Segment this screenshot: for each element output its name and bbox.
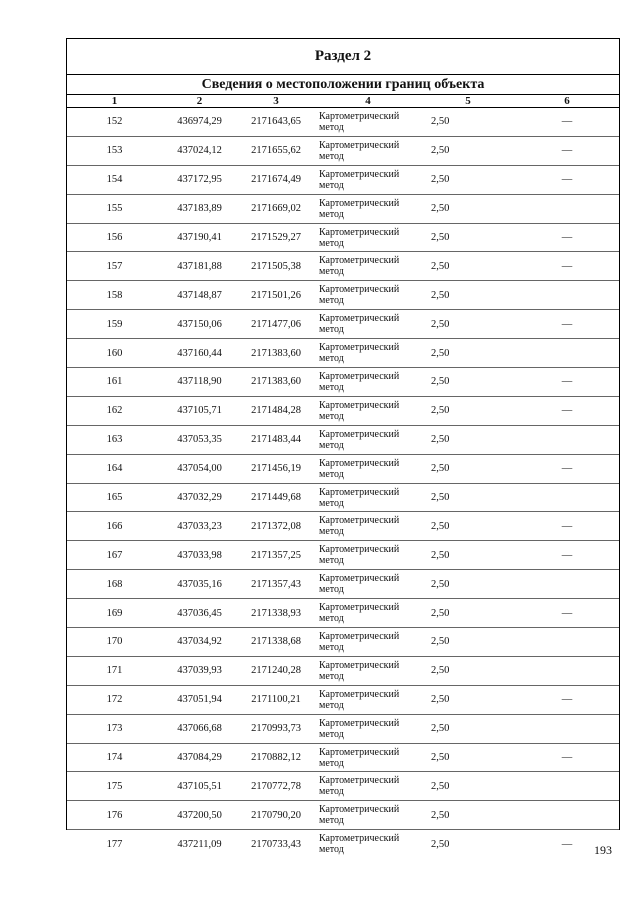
coordinate-x-cell: 437148,87 xyxy=(162,281,237,310)
description-cell: — xyxy=(515,165,619,194)
coordinate-y-cell: 2171669,02 xyxy=(237,194,315,223)
description-cell: — xyxy=(515,830,619,858)
point-number-cell: 161 xyxy=(67,368,162,397)
table-row xyxy=(67,570,619,599)
accuracy-cell: 2,50 xyxy=(431,116,450,128)
description-cell xyxy=(515,425,619,454)
section-title: Раздел 2 xyxy=(314,48,372,64)
coordinate-x-cell: 437051,94 xyxy=(162,685,237,714)
coordinate-y-cell: 2170790,20 xyxy=(237,801,315,830)
coordinate-x-cell: 437118,90 xyxy=(162,368,237,397)
coordinate-x-cell: 437054,00 xyxy=(162,454,237,483)
coordinate-x-cell: 437150,06 xyxy=(162,310,237,339)
point-number-cell: 166 xyxy=(67,512,162,541)
table-row xyxy=(67,743,619,772)
coordinate-y-cell: 2171383,60 xyxy=(237,368,315,397)
boundary-points-table xyxy=(67,95,619,858)
coordinate-x-cell: 437172,95 xyxy=(162,165,237,194)
coordinate-y-cell: 2171338,68 xyxy=(237,628,315,657)
accuracy-cell: 2,50 xyxy=(421,743,515,772)
point-number-cell: 156 xyxy=(67,223,162,252)
point-number-cell: 155 xyxy=(67,194,162,223)
accuracy-cell: 2,50 xyxy=(421,252,515,281)
table-row xyxy=(67,801,619,830)
method-cell: Картометрический метод xyxy=(315,599,421,628)
coordinate-y-cell: 2171240,28 xyxy=(237,656,315,685)
coordinate-y-cell: 2171477,06 xyxy=(237,310,315,339)
description-cell: — xyxy=(515,223,619,252)
column-header-2: 2 xyxy=(162,95,237,108)
method-cell: Картометрический метод xyxy=(315,281,421,310)
accuracy-cell: 2,50 xyxy=(421,223,515,252)
coordinate-y-cell: 2171483,44 xyxy=(237,425,315,454)
coordinate-x-cell: 437183,89 xyxy=(162,194,237,223)
accuracy-cell: 2,50 xyxy=(421,570,515,599)
coordinate-x-cell: 437200,50 xyxy=(162,801,237,830)
coordinate-y-cell: 2171456,19 xyxy=(237,454,315,483)
point-number-cell: 167 xyxy=(67,541,162,570)
coordinate-y-cell: 2171501,26 xyxy=(237,281,315,310)
point-number-cell: 170 xyxy=(67,628,162,657)
coordinate-x-cell: 437160,44 xyxy=(162,339,237,368)
method-cell: Картометрический метод xyxy=(315,252,421,281)
accuracy-cell: 2,50 xyxy=(421,339,515,368)
coordinate-y-cell: 2170733,43 xyxy=(237,830,315,858)
point-number-cell: 172 xyxy=(67,685,162,714)
point-number-cell: 160 xyxy=(67,339,162,368)
description-cell xyxy=(515,570,619,599)
method-cell: Картометрический метод xyxy=(315,685,421,714)
coordinate-x-cell: 437033,23 xyxy=(162,512,237,541)
description-cell: — xyxy=(515,512,619,541)
description-cell xyxy=(515,656,619,685)
coordinate-y-cell: 2171357,43 xyxy=(237,570,315,599)
coordinate-x-cell: 437035,16 xyxy=(162,570,237,599)
accuracy-cell: 2,50 xyxy=(421,599,515,628)
description-cell: — xyxy=(515,396,619,425)
coordinate-x-cell: 437105,51 xyxy=(162,772,237,801)
method-cell: Картометрический метод xyxy=(315,339,421,368)
point-number-cell: 163 xyxy=(67,425,162,454)
point-number-cell: 164 xyxy=(67,454,162,483)
coordinate-x-cell: 437105,71 xyxy=(162,396,237,425)
table-row xyxy=(67,685,619,714)
description-cell xyxy=(515,628,619,657)
method-cell: Картометрический метод xyxy=(315,512,421,541)
point-number-cell: 169 xyxy=(67,599,162,628)
coordinate-y-cell: 2171505,38 xyxy=(237,252,315,281)
accuracy-cell: 2,50 xyxy=(421,165,515,194)
accuracy-cell: 2,50 xyxy=(421,454,515,483)
description-cell xyxy=(515,194,619,223)
table-body xyxy=(67,108,619,859)
table-row xyxy=(67,512,619,541)
coordinate-x-cell: 437066,68 xyxy=(162,714,237,743)
accuracy-cell: 2,50 xyxy=(421,483,515,512)
description-cell: — xyxy=(515,541,619,570)
table-row xyxy=(67,628,619,657)
accuracy-cell: 2,50 xyxy=(421,136,515,165)
column-header-4: 4 xyxy=(315,95,421,108)
accuracy-cell: 2,50 xyxy=(421,801,515,830)
accuracy-cell: 2,50 xyxy=(421,772,515,801)
coordinate-y-cell: 2171372,08 xyxy=(237,512,315,541)
coordinate-y-cell: 2171338,93 xyxy=(237,599,315,628)
accuracy-cell: 2,50 xyxy=(421,396,515,425)
coordinate-y-cell: 2171484,28 xyxy=(237,396,315,425)
point-number-cell: 153 xyxy=(67,136,162,165)
description-cell: — xyxy=(515,454,619,483)
table-row xyxy=(67,772,619,801)
description-cell: — xyxy=(515,685,619,714)
point-number-cell: 174 xyxy=(67,743,162,772)
description-cell: — xyxy=(515,136,619,165)
coordinate-x-cell: 437034,92 xyxy=(162,628,237,657)
description-cell: — xyxy=(561,116,573,128)
method-cell: Картометрический метод xyxy=(315,541,421,570)
coordinate-y-cell: 2171674,49 xyxy=(237,165,315,194)
method-cell: Картометрический метод xyxy=(315,223,421,252)
table-row xyxy=(67,223,619,252)
point-number-cell: 159 xyxy=(67,310,162,339)
accuracy-cell: 2,50 xyxy=(421,656,515,685)
method-cell: Картометрический метод xyxy=(315,136,421,165)
coordinate-y-cell: 2171383,60 xyxy=(237,339,315,368)
description-cell xyxy=(515,339,619,368)
table-row xyxy=(67,310,619,339)
method-cell: Картометрический метод xyxy=(315,628,421,657)
coordinate-y-cell: 2171529,27 xyxy=(237,223,315,252)
point-number-cell: 171 xyxy=(67,656,162,685)
method-cell: Картометрический метод xyxy=(315,310,421,339)
table-row xyxy=(67,252,619,281)
table-row xyxy=(67,194,619,223)
coordinate-y-cell: 2171449,68 xyxy=(237,483,315,512)
method-cell: Картометрический метод xyxy=(315,714,421,743)
description-cell: — xyxy=(515,368,619,397)
method-cell: Картометрический метод xyxy=(315,454,421,483)
table-row xyxy=(67,136,619,165)
coordinate-y-cell: 2170993,73 xyxy=(237,714,315,743)
table-row xyxy=(67,368,619,397)
accuracy-cell: 2,50 xyxy=(421,368,515,397)
table-row xyxy=(67,656,619,685)
coordinate-y-cell: 2171655,62 xyxy=(237,136,315,165)
table-row xyxy=(67,425,619,454)
page-number: 193 xyxy=(594,843,612,857)
description-cell: — xyxy=(515,743,619,772)
method-cell: Картометрический метод xyxy=(315,743,421,772)
coordinate-y-cell: 2171643,65 xyxy=(251,116,301,128)
coordinate-x-cell: 437024,12 xyxy=(162,136,237,165)
coordinate-x-cell: 437190,41 xyxy=(162,223,237,252)
coordinate-x-cell: 437084,29 xyxy=(162,743,237,772)
column-header-1: 1 xyxy=(67,95,162,108)
coordinate-y-cell: 2170882,12 xyxy=(237,743,315,772)
description-cell xyxy=(515,772,619,801)
method-cell: Картометрический метод xyxy=(315,801,421,830)
coordinate-x-cell: 437039,93 xyxy=(162,656,237,685)
description-cell: — xyxy=(515,252,619,281)
point-number-cell: 162 xyxy=(67,396,162,425)
accuracy-cell: 2,50 xyxy=(421,425,515,454)
method-cell: Картометрический метод xyxy=(315,396,421,425)
description-cell: — xyxy=(515,599,619,628)
point-number-cell: 158 xyxy=(67,281,162,310)
accuracy-cell: 2,50 xyxy=(421,310,515,339)
point-number-cell: 165 xyxy=(67,483,162,512)
method-cell: Картометрический метод xyxy=(315,772,421,801)
table-row xyxy=(67,108,619,137)
point-number-cell: 173 xyxy=(67,714,162,743)
column-header-5: 5 xyxy=(421,95,515,108)
accuracy-cell: 2,50 xyxy=(421,628,515,657)
coordinate-x-cell: 437033,98 xyxy=(162,541,237,570)
description-cell: — xyxy=(515,310,619,339)
table-row xyxy=(67,396,619,425)
point-number-cell: 154 xyxy=(67,165,162,194)
method-cell: Картометрический метод xyxy=(315,570,421,599)
point-number-cell: 177 xyxy=(67,830,162,858)
accuracy-cell: 2,50 xyxy=(421,714,515,743)
table-row xyxy=(67,454,619,483)
table-row xyxy=(67,599,619,628)
description-cell xyxy=(515,483,619,512)
point-number-cell: 168 xyxy=(67,570,162,599)
accuracy-cell: 2,50 xyxy=(421,281,515,310)
table-row xyxy=(67,830,619,858)
coordinate-x-cell: 437032,29 xyxy=(162,483,237,512)
method-cell: Картометрический метод xyxy=(315,194,421,223)
point-number-cell: 152 xyxy=(106,116,123,128)
table-row xyxy=(67,483,619,512)
method-cell: Картометрический метод xyxy=(315,165,421,194)
method-cell: Картометрический метод xyxy=(319,110,400,133)
coordinate-y-cell: 2170772,78 xyxy=(237,772,315,801)
column-header-6: 6 xyxy=(515,95,619,108)
column-header-3: 3 xyxy=(237,95,315,108)
table-header-row xyxy=(67,95,619,108)
method-cell: Картометрический метод xyxy=(315,368,421,397)
method-cell: Картометрический метод xyxy=(315,656,421,685)
table-row xyxy=(67,541,619,570)
table-row xyxy=(67,281,619,310)
table-subtitle: Сведения о местоположении границ объекта xyxy=(67,74,619,95)
description-cell xyxy=(515,801,619,830)
coordinate-y-cell: 2171357,25 xyxy=(237,541,315,570)
accuracy-cell: 2,50 xyxy=(421,830,515,858)
table-row xyxy=(67,339,619,368)
description-cell xyxy=(515,281,619,310)
point-number-cell: 157 xyxy=(67,252,162,281)
coordinate-x-cell: 437181,88 xyxy=(162,252,237,281)
accuracy-cell: 2,50 xyxy=(421,194,515,223)
coordinate-x-cell: 437053,35 xyxy=(162,425,237,454)
method-cell: Картометрический метод xyxy=(315,425,421,454)
coordinate-y-cell: 2171100,21 xyxy=(237,685,315,714)
method-cell: Картометрический метод xyxy=(315,483,421,512)
coordinate-x-cell: 437036,45 xyxy=(162,599,237,628)
method-cell: Картометрический метод xyxy=(315,830,421,858)
accuracy-cell: 2,50 xyxy=(421,541,515,570)
accuracy-cell: 2,50 xyxy=(421,685,515,714)
point-number-cell: 176 xyxy=(67,801,162,830)
description-cell xyxy=(515,714,619,743)
coordinate-x-cell: 436974,29 xyxy=(177,116,222,128)
accuracy-cell: 2,50 xyxy=(421,512,515,541)
coordinate-x-cell: 437211,09 xyxy=(162,830,237,858)
table-row xyxy=(67,714,619,743)
point-number-cell: 175 xyxy=(67,772,162,801)
table-row xyxy=(67,165,619,194)
